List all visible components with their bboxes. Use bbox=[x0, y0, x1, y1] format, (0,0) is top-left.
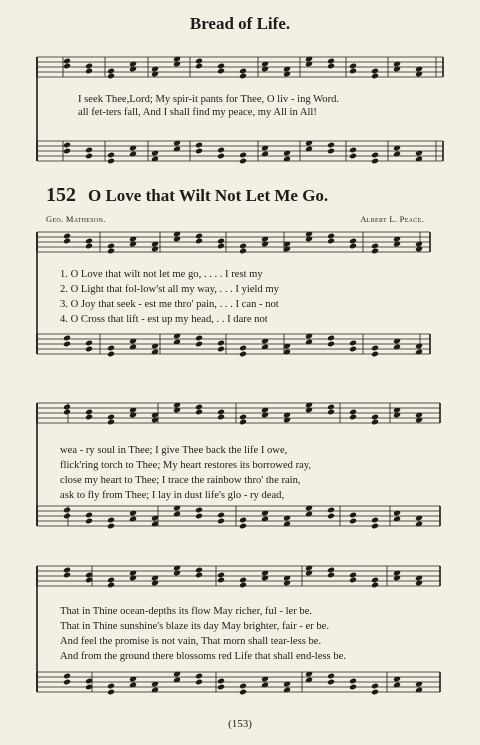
intro-lyric-line-2: all fet-ters fall, And I shall find my peace, my All in All! bbox=[78, 107, 317, 118]
hymn-number: 152 bbox=[46, 184, 76, 206]
verse-1-line-2: wea - ry soul in Thee; I give Thee back the life I owe, bbox=[60, 445, 288, 456]
page-number: (153) bbox=[228, 718, 252, 730]
music-credit: Albert L. Peace. bbox=[360, 214, 424, 224]
verse-1-line-3: That in Thine ocean-depths its flow May richer, ful - ler be. bbox=[60, 606, 313, 617]
page-title: Bread of Life. bbox=[189, 14, 291, 33]
verse-4-line-3: And from the ground there blossoms red Life that shall end-less be. bbox=[60, 651, 346, 662]
intro-lyric-line-1: I seek Thee,Lord; My spir-it pants for Thee, O liv - ing Word. bbox=[78, 94, 340, 105]
verse-3-line-2: close my heart to Thee; I trace the rainbow thro' the rain, bbox=[60, 475, 301, 486]
verse-3-line-3: And feel the promise is not vain, That morn shall tear-less be. bbox=[60, 636, 322, 647]
words-credit: Geo. Matheson. bbox=[46, 214, 106, 224]
verse-2-line-2: flick'ring torch to Thee; My heart restores its borrowed ray, bbox=[60, 460, 312, 471]
verse-2-line-1: 2. O Light that fol-low'st all my way, . . . I yield my bbox=[60, 284, 279, 295]
verse-4-line-1: 4. O Cross that lift - est up my head, . . I dare not bbox=[60, 314, 268, 325]
verse-4-line-2: ask to fly from Thee; I lay in dust life's glo - ry dead, bbox=[60, 490, 285, 501]
hymn-title: O Love that Wilt Not Let Me Go. bbox=[88, 186, 329, 205]
verse-1-line-1: 1. O Love that wilt not let me go, . . . . I rest my bbox=[60, 269, 263, 280]
verse-2-line-3: That in Thine sunshine's blaze its day May brighter, fair - er be. bbox=[60, 621, 329, 632]
verse-3-line-1: 3. O Joy that seek - est me thro' pain, . . . I can - not bbox=[60, 299, 279, 310]
